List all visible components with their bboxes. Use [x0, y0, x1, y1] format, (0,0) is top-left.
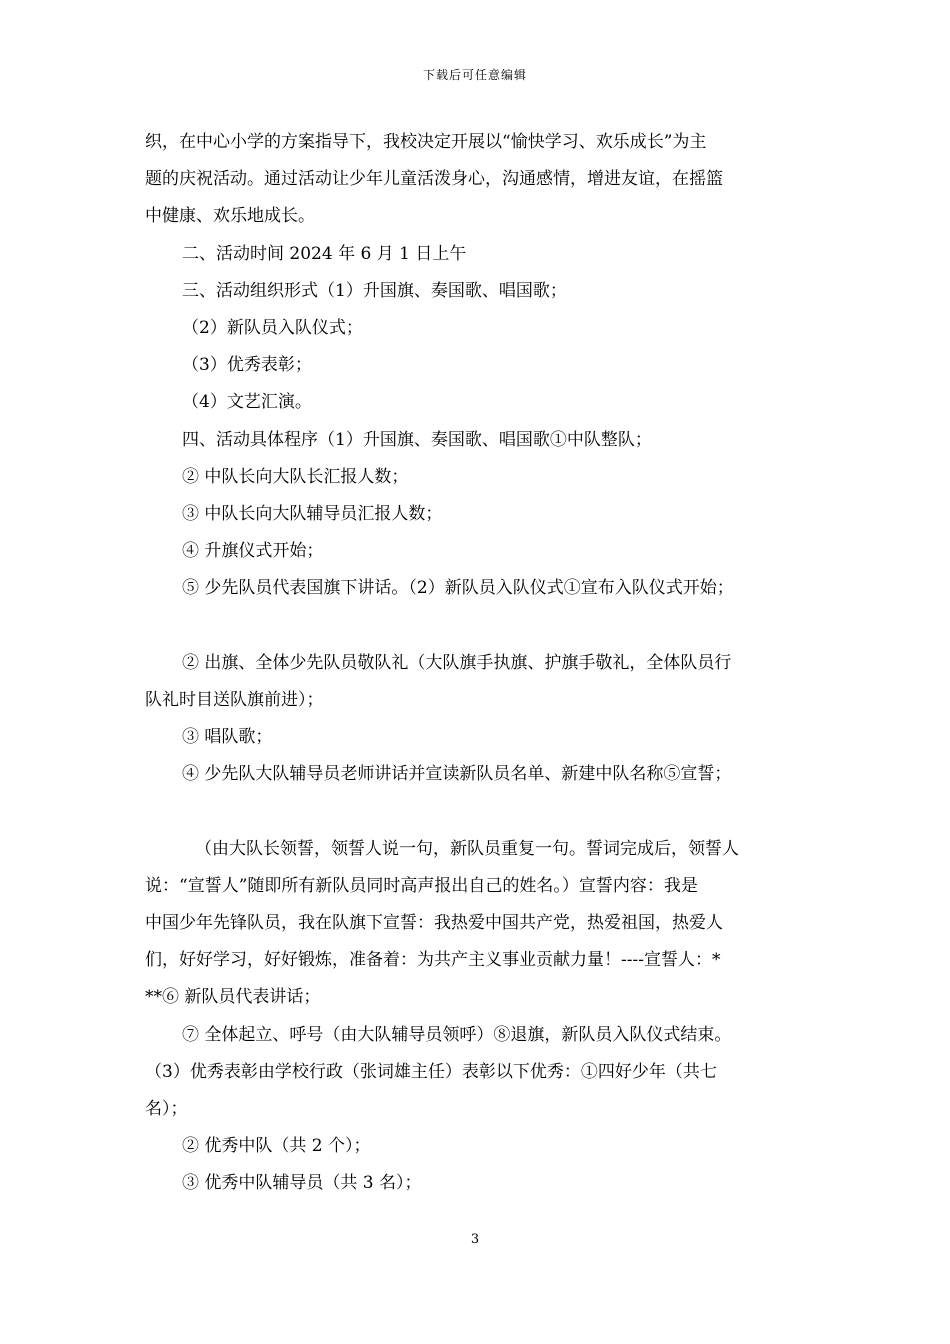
text-line: 说：“宣誓人”随即所有新队员同时高声报出自己的姓名。）宣誓内容：我是: [145, 875, 698, 896]
text-line: 织，在中心小学的方案指导下，我校决定开展以“愉快学习、欢乐成长”为主: [145, 132, 707, 152]
text-line: 队礼时目送队旗前进）；: [145, 689, 324, 710]
text-line: （4）文艺汇演。: [182, 392, 312, 413]
text-line: （3）优秀表彰由学校行政（张词雄主任）表彰以下优秀：①四好少年（共七: [145, 1061, 717, 1082]
text-line: 三、活动组织形式（1）升国旗、奏国歌、唱国歌；: [182, 280, 567, 301]
text-line: （3）优秀表彰；: [182, 355, 312, 376]
text-line: ④ 升旗仪式开始；: [182, 541, 324, 562]
page-number: 3: [470, 1232, 480, 1247]
text-line: ③ 唱队歌；: [182, 727, 273, 747]
text-line: 二、活动时间 2024 年 6 月 1 日上午: [182, 243, 467, 264]
text-line: 中国少年先锋队员，我在队旗下宣誓：我热爱中国共产党，热爱祖国，热爱人: [145, 912, 723, 933]
blank-line: [145, 607, 815, 644]
text-line: 四、活动具体程序（1）升国旗、奏国歌、唱国歌①中队整队；: [182, 429, 652, 450]
text-line: ⑦ 全体起立、呼号（由大队辅导员领呼）⑧退旗，新队员入队仪式结束。: [182, 1024, 732, 1045]
text-line: ② 中队长向大队长汇报人数；: [182, 466, 409, 487]
text-line: ② 优秀中队（共 2 个）；: [182, 1136, 371, 1157]
text-line: 中健康、欢乐地成长。: [145, 206, 315, 227]
page-header: 下载后可任意编辑: [422, 68, 527, 82]
blank-line: [145, 793, 815, 830]
text-line: 名）；: [145, 1098, 188, 1119]
text-line: **⑥ 新队员代表讲话；: [145, 987, 321, 1008]
text-line: ② 出旗、全体少先队员敬队礼（大队旗手执旗、护旗手敬礼，全体队员行: [182, 652, 732, 673]
document-body: [145, 124, 815, 1202]
text-line: ⑤ 少先队员代表国旗下讲话。（2）新队员入队仪式①宣布入队仪式开始；: [182, 578, 734, 599]
text-line: 题的庆祝活动。通过活动让少年儿童活泼身心，沟通感情，增进友谊，在摇篮: [145, 169, 723, 190]
text-line: ④ 少先队大队辅导员老师讲话并宣读新队员名单、新建中队名称⑤宣誓；: [182, 764, 732, 785]
text-line: （2）新队员入队仪式；: [182, 317, 363, 338]
text-line: 们，好好学习，好好锻炼，准备着：为共产主义事业贡献力量！----宣誓人：*: [145, 950, 721, 971]
text-line: （由大队长领誓，领誓人说一句，新队员重复一句。誓词完成后，领誓人: [195, 838, 739, 859]
text-line: ③ 优秀中队辅导员（共 3 名）；: [182, 1173, 422, 1194]
text-line: ③ 中队长向大队辅导员汇报人数；: [182, 503, 443, 524]
